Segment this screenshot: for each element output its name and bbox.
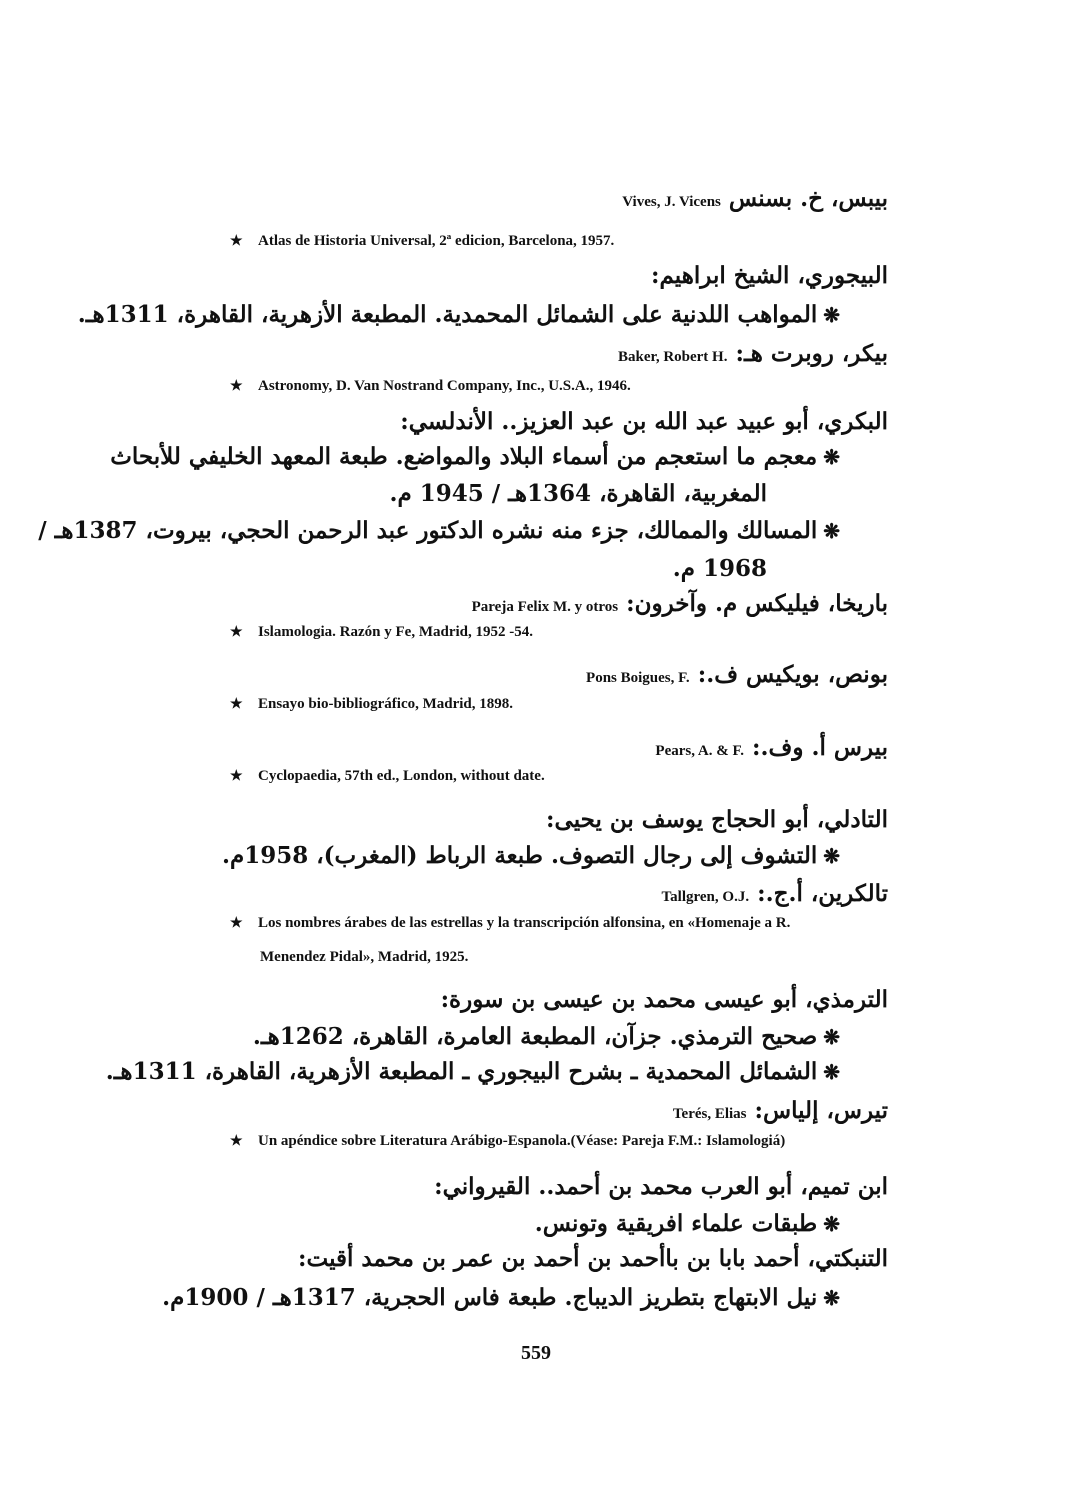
bullet-icon: ❋ [823,1286,840,1310]
work-title: طبقات علماء افريقية وتونس. [534,1210,818,1237]
work-entry-continuation [673,555,767,582]
author-name-arabic: بونص، بويكيس ف.: [697,661,888,688]
latin-reference-entry [230,1133,785,1150]
author-name-arabic: الترمذي، أبو عيسى محمد بن عيسى بن سورة: [440,986,888,1013]
author-heading [622,185,888,212]
author-name-latin: Baker, Robert H. [618,349,728,365]
work-title: المسالك والممالك، جزء منه نشره الدكتور عبد الرحمن الحجي، بيروت، 1387هـ / [38,517,818,544]
work-title: الشمائل المحمدية ـ بشرح البيجوري ـ المطبعة الأزهرية، القاهرة، 1311هـ. [105,1058,818,1085]
star-icon: ★ [230,769,243,784]
star-icon: ★ [230,916,243,931]
author-heading [586,661,888,688]
work-title: نيل الابتهاج بتطريز الديباج. طبعة فاس الحجرية، 1317هـ / 1900م. [162,1284,818,1311]
page-number: 559 [521,1342,551,1364]
author-heading [441,986,888,1013]
bullet-icon: ❋ [823,519,840,543]
author-name-latin: Pareja Felix M. y otros [471,599,619,615]
reference-text: Ensayo bio-bibliográfico, Madrid, 1898. [258,696,514,712]
author-heading [618,340,888,367]
author-name-arabic: بيبس، خ. بسنس [728,185,888,212]
bullet-icon: ❋ [823,844,840,868]
author-heading [662,880,888,907]
author-heading [673,1097,888,1124]
reference-text: Los nombres árabes de las estrellas y la transcripción alfonsina, en «Homenaje a R. [258,915,791,931]
work-title-continuation: المغربية، القاهرة، 1364هـ / 1945 م. [389,480,767,507]
latin-reference-entry [230,696,513,713]
work-entry [106,1058,840,1085]
work-entry-continuation [389,480,767,507]
author-name-latin: Vives, J. Vicens [622,194,721,210]
work-title: التشوف إلى رجال التصوف. طبعة الرباط (المغرب)، 1958م. [221,842,818,869]
star-icon: ★ [230,625,243,640]
author-name-latin: Tallgren, O.J. [661,889,750,905]
star-icon: ★ [230,234,243,249]
bullet-icon: ❋ [823,303,840,327]
latin-reference-entry [230,624,533,641]
latin-reference-continuation [260,949,468,966]
reference-text: Islamologia. Razón y Fe, Madrid, 1952 -54. [258,624,533,640]
work-entry [222,842,840,869]
author-heading [298,1245,888,1272]
latin-reference-entry [230,378,631,395]
author-name-arabic: تيرس، إلياس: [754,1097,888,1124]
author-heading [434,1173,888,1200]
latin-reference-entry [230,233,614,250]
star-icon: ★ [230,1134,243,1149]
author-name-arabic: باريخا، فيليكس م. وآخرون: [626,590,888,617]
bullet-icon: ❋ [823,1212,840,1236]
author-heading [655,734,888,761]
bullet-icon: ❋ [823,445,840,469]
reference-text: Atlas de Historia Universal, 2ª edicion, Barcelona, 1957. [258,233,615,249]
work-title: المواهب اللدنية على الشمائل المحمدية. المطبعة الأزهرية، القاهرة، 1311هـ. [77,301,818,328]
author-name-arabic: تالكرين، أ.ج.: [757,880,888,907]
work-title-continuation: 1968 م. [672,555,767,582]
work-title: معجم ما استعجم من أسماء البلاد والمواضع. طبعة المعهد الخليفي للأبحاث [110,443,818,470]
work-entry [110,443,840,470]
reference-text: Astronomy, D. Van Nostrand Company, Inc., U.S.A., 1946. [258,378,631,394]
work-entry [78,301,840,328]
work-entry [38,517,840,544]
latin-reference-entry [230,915,790,932]
reference-text: Menendez Pidal», Madrid, 1925. [260,949,469,965]
bullet-icon: ❋ [823,1025,840,1049]
bullet-icon: ❋ [823,1060,840,1084]
author-name-arabic: ابن تميم، أبو العرب محمد بن أحمد.. القيرواني: [434,1173,888,1200]
author-heading [651,262,888,289]
work-entry [162,1284,840,1311]
reference-text: Un apéndice sobre Literatura Arábigo-Espanola.(Véase: Pareja F.M.: Islamologiá) [258,1133,786,1149]
author-name-arabic: البكري، أبو عبيد عبد الله بن عبد العزيز.. الأندلسي: [400,408,888,435]
author-name-arabic: بيرس أ. وف.: [752,734,888,761]
author-name-arabic: بيكر، روبرت هـ: [735,340,888,367]
work-entry [253,1023,840,1050]
latin-reference-entry [230,768,545,785]
author-name-arabic: التنبكتي، أحمد بابا بن باأحمد بن أحمد بن عمر بن محمد أقيت: [298,1245,888,1272]
author-name-arabic: البيجوري، الشيخ ابراهيم: [651,262,888,289]
author-name-arabic: التادلي، أبو الحجاج يوسف بن يحيى: [546,806,888,833]
star-icon: ★ [230,379,243,394]
star-icon: ★ [230,697,243,712]
author-heading [546,806,888,833]
work-entry [535,1210,840,1237]
work-title: صحيح الترمذي. جزآن، المطبعة العامرة، القاهرة، 1262هـ. [252,1023,818,1050]
author-heading [472,590,888,617]
author-heading [400,408,888,435]
author-name-latin: Pons Boigues, F. [586,670,690,686]
reference-text: Cyclopaedia, 57th ed., London, without date. [258,768,545,784]
author-name-latin: Pears, A. & F. [655,743,745,759]
author-name-latin: Terés, Elias [672,1106,747,1122]
